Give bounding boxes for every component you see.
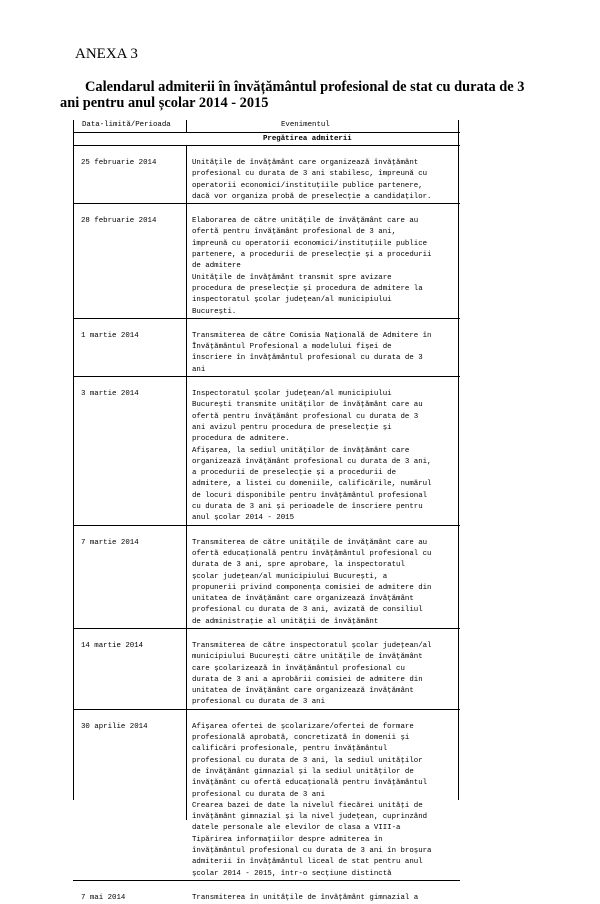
event-line: Transmiterea în unitățile de învățământ gimnazial a [192, 893, 419, 902]
event-line: procedura de preselecție și procedura de admitere la [192, 284, 423, 293]
event-line: a procedurii de preselecție și a procedurii de [192, 469, 397, 478]
event-line: Crearea bazei de date la nivelul fiecărei unități de [192, 801, 423, 810]
event-line: dacă vor organiza probă de preselecție a candidaților. [192, 192, 432, 201]
event-line: ofertă pentru învățământ profesional cu durata de 3 [192, 412, 419, 421]
event-line: de învățământ gimnazial și la sediul unităților de [192, 767, 414, 776]
row-event [192, 538, 458, 628]
event-line: organizează învățământ profesional cu durata de 3 ani, [192, 457, 432, 466]
event-line: durata de 3 ani a aprobării comisiei de admitere din [192, 675, 423, 684]
event-line: ofertă educațională pentru învățământul profesional cu [192, 549, 432, 558]
title-line-1: Calendarul admiterii în învățământul profesional de stat cu durata de 3 [85, 79, 525, 95]
event-line: admitere, a listei cu domeniile, calificările, numărul [192, 480, 432, 489]
event-line: profesional cu durata de 3 ani [192, 698, 326, 707]
calendar-table [73, 120, 460, 904]
row-date: 7 martie 2014 [81, 538, 139, 547]
row-event [192, 216, 458, 318]
row-event [192, 389, 458, 525]
header-date: Data-limită/Perioada [82, 121, 171, 129]
row-event [192, 641, 458, 709]
table-header-row [73, 120, 460, 132]
row-event [192, 331, 458, 376]
row-spacer [73, 710, 460, 722]
event-line: inspectoratul școlar județean/al municipiului [192, 296, 392, 305]
table-row [73, 722, 460, 880]
event-line: calificări profesionale, pentru învățământul [192, 745, 388, 754]
row-spacer [73, 629, 460, 641]
event-line: procedura de admitere. [192, 435, 290, 444]
row-spacer [73, 881, 460, 893]
event-line: admiterii în învățământul liceal de stat pentru anul [192, 858, 423, 867]
event-line: școlar 2014 - 2015, într-o secțiune distinctă [192, 869, 392, 878]
event-line: Unitățile de învățământ care organizează învățământ [192, 159, 419, 167]
row-spacer [73, 377, 460, 389]
event-line: partenere, a procedurii de preselecție și a procedurii [192, 251, 432, 260]
body-column-divider [186, 146, 187, 820]
section-title: Pregătirea admiterii [263, 135, 352, 143]
event-line: ani [192, 365, 206, 374]
event-line: București. [192, 307, 237, 316]
row-date: 25 februarie 2014 [81, 159, 157, 167]
event-line: învățământ gimnazial și la nivel județean, cuprinzând [192, 813, 428, 822]
event-line: anul școlar 2014 - 2015 [192, 514, 295, 523]
event-line: învățământ cu ofertă educațională pentru învățământul [192, 779, 428, 788]
event-line: Transmiterea de către unitățile de învățământ care au [192, 538, 428, 547]
event-line: care școlarizează în învățământul profesional cu [192, 664, 405, 673]
row-date: 1 martie 2014 [81, 331, 139, 340]
table-row [73, 893, 460, 904]
event-line: datele personale ale elevilor de clasa a VIII-a [192, 824, 401, 833]
event-line: unitatea de învățământ care organizează învățământ [192, 687, 414, 696]
table-row [73, 216, 460, 318]
row-date: 28 februarie 2014 [81, 217, 157, 226]
event-line: școlar județean/al municipiului București, a [192, 572, 388, 581]
row-event [192, 158, 458, 203]
event-line: învățământul profesional cu durata de 3 ani în broșura [192, 847, 432, 856]
row-event [192, 893, 458, 904]
event-line: înscriere în învățământul profesional cu durata de 3 [192, 354, 423, 363]
event-line: cu durata de 3 ani și perioadele de înscriere pentru [192, 503, 423, 512]
event-line: Tipărirea informațiilor despre admiterea în [192, 835, 383, 844]
event-line: operatorii economici/instituțiile publice partenere, [192, 181, 423, 190]
event-line: unitatea de învățământ care organizează învățământ [192, 595, 414, 604]
table-row [73, 641, 460, 709]
table-body [73, 146, 460, 904]
event-line: împreună cu operatorii economici/instituțiile publice [192, 239, 428, 248]
event-line: de admitere [192, 262, 241, 271]
row-spacer [73, 526, 460, 538]
table-row [73, 158, 460, 203]
event-line: profesional cu durata de 3 ani, avizată de consiliul [192, 606, 423, 615]
event-line: ani avizul pentru procedura de preselecție și [192, 423, 392, 432]
event-line: ofertă pentru învățământ profesional de 3 ani, [192, 228, 397, 237]
row-date: 7 mai 2014 [81, 893, 126, 902]
section-row [73, 133, 460, 145]
event-line: Transmiterea de către Comisia Națională de Admitere în [192, 331, 432, 340]
event-line: durata de 3 ani, spre aprobare, la inspectoratul [192, 561, 405, 570]
event-line: profesională aprobată, concretizată în domenii și [192, 734, 410, 743]
row-event [192, 722, 458, 880]
event-line: Unitățile de învățământ transmit spre avizare [192, 273, 392, 282]
event-line: Inspectoratul școlar județean/al municipiului [192, 390, 392, 399]
document-title [60, 79, 540, 111]
row-date: 14 martie 2014 [81, 641, 144, 650]
event-line: Afișarea, la sediul unităților de învățământ care [192, 446, 410, 455]
event-line: de administrație al unității de învățământ [192, 617, 379, 626]
annex-label: ANEXA 3 [75, 46, 138, 62]
event-line: profesional cu durata de 3 ani stabilesc, împreună cu [192, 170, 428, 179]
row-spacer [73, 204, 460, 216]
event-line: Afișarea ofertei de școlarizare/ofertei de formare [192, 722, 414, 731]
event-line: Transmiterea de către inspectoratul școlar județean/al [192, 641, 432, 650]
event-line: propunerii privind componența comisiei de admitere din [192, 583, 432, 592]
event-line: de locuri disponibile pentru învățământul profesional [192, 491, 428, 500]
event-line: Elaborarea de către unitățile de învățământ care au [192, 217, 419, 226]
row-date: 30 aprilie 2014 [81, 722, 148, 731]
row-date: 3 martie 2014 [81, 390, 139, 399]
event-line: București transmite unităților de învățământ care au [192, 401, 423, 410]
event-line: municipiului București către unitățile de învățământ [192, 653, 423, 662]
header-event: Evenimentul [281, 121, 330, 129]
event-line: profesional cu durata de 3 ani, la sediul unităților [192, 756, 423, 765]
table-row [73, 389, 460, 525]
title-line-2: ani pentru anul școlar 2014 - 2015 [60, 95, 269, 111]
table-row [73, 538, 460, 628]
event-line: profesional cu durata de 3 ani [192, 790, 326, 799]
row-spacer [73, 319, 460, 331]
row-spacer [73, 146, 460, 158]
event-line: Învățământul Profesional a modelului fișei de [192, 343, 392, 352]
table-row [73, 331, 460, 376]
